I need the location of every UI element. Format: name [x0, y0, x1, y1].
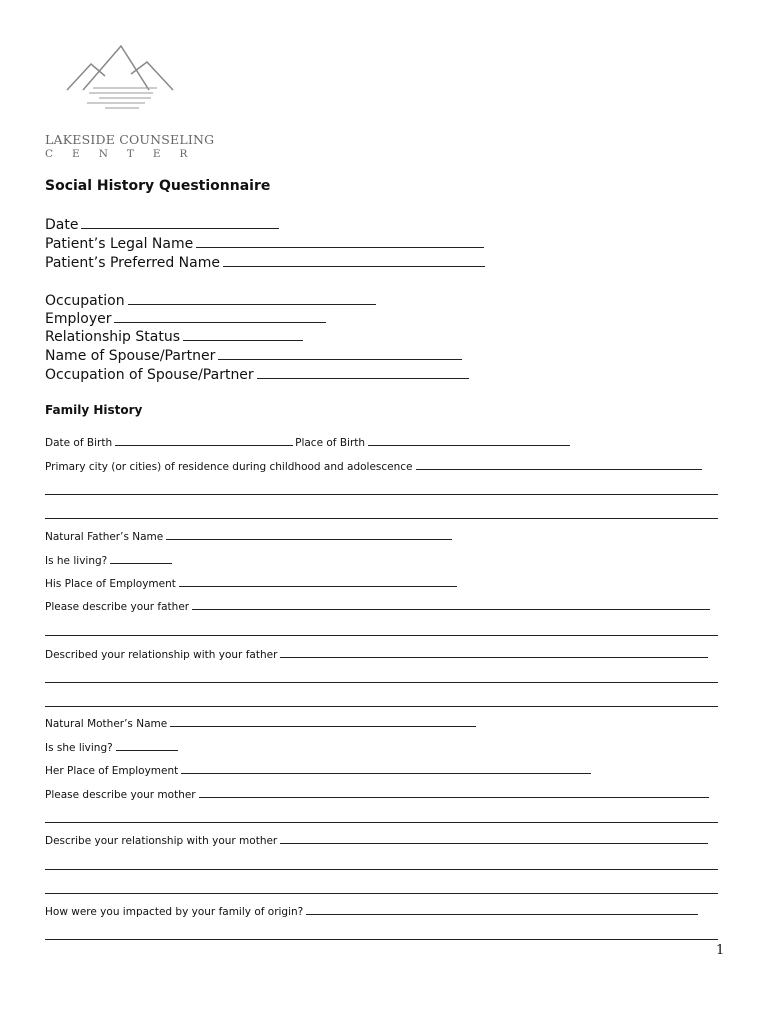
spouse-occupation-field: [45, 366, 469, 383]
organization-subtitle: CENTER: [45, 148, 207, 160]
place-of-birth-label: Place of Birth: [295, 437, 366, 449]
mother-name-label: Natural Mother’s Name: [45, 718, 168, 730]
preferred-name-input-line[interactable]: [223, 254, 485, 267]
father-employment-input-line[interactable]: [179, 576, 457, 587]
occupation-label: Occupation: [45, 293, 125, 309]
relationship-status-label: Relationship Status: [45, 329, 181, 345]
date-input-line[interactable]: [81, 216, 279, 229]
place-of-birth-input-line[interactable]: [368, 435, 570, 446]
answer-line[interactable]: [45, 939, 718, 940]
answer-line[interactable]: [45, 893, 718, 894]
legal-name-label: Patient’s Legal Name: [45, 236, 194, 252]
mother-relationship-input-line[interactable]: [280, 833, 708, 844]
mother-employment-input-line[interactable]: [181, 763, 591, 774]
mountain-lake-icon: [65, 44, 177, 114]
logo: [45, 40, 215, 165]
mother-employment-field: [45, 763, 591, 777]
father-name-field: [45, 529, 452, 543]
mother-relationship-field: [45, 833, 708, 847]
mother-relationship-label: Describe your relationship with your mother: [45, 835, 278, 847]
date-field: [45, 216, 279, 233]
residence-label: Primary city (or cities) of residence during childhood and adolescence: [45, 461, 413, 473]
relationship-status-input-line[interactable]: [183, 328, 303, 341]
mother-living-label: Is she living?: [45, 742, 113, 754]
father-relationship-field: [45, 647, 708, 661]
father-employment-field: [45, 576, 457, 590]
father-relationship-label: Described your relationship with your father: [45, 649, 278, 661]
impact-label: How were you impacted by your family of origin?: [45, 906, 304, 918]
spouse-occupation-label: Occupation of Spouse/Partner: [45, 367, 254, 383]
residence-field: [45, 459, 702, 473]
answer-line[interactable]: [45, 518, 718, 519]
father-name-label: Natural Father’s Name: [45, 531, 164, 543]
mother-employment-label: Her Place of Employment: [45, 765, 179, 777]
date-of-birth-input-line[interactable]: [115, 435, 293, 446]
employer-label: Employer: [45, 311, 112, 327]
legal-name-field: [45, 235, 484, 252]
father-living-input-line[interactable]: [110, 553, 172, 564]
page-number: 1: [716, 943, 725, 958]
employer-input-line[interactable]: [114, 310, 326, 323]
spouse-name-input-line[interactable]: [218, 347, 462, 360]
form-title: Social History Questionnaire: [45, 178, 271, 194]
date-label: Date: [45, 217, 79, 233]
occupation-input-line[interactable]: [128, 292, 376, 305]
spouse-occupation-input-line[interactable]: [257, 366, 469, 379]
occupation-field: [45, 292, 376, 309]
mother-name-field: [45, 716, 476, 730]
mother-living-field: [45, 740, 178, 754]
employer-field: [45, 310, 326, 327]
impact-input-line[interactable]: [306, 904, 698, 915]
birth-field: [45, 435, 570, 449]
father-relationship-input-line[interactable]: [280, 647, 708, 658]
father-employment-label: His Place of Employment: [45, 578, 176, 590]
mother-describe-label: Please describe your mother: [45, 789, 196, 801]
father-living-label: Is he living?: [45, 555, 108, 567]
date-of-birth-label: Date of Birth: [45, 437, 113, 449]
father-describe-label: Please describe your father: [45, 601, 190, 613]
legal-name-input-line[interactable]: [196, 235, 484, 248]
mother-describe-input-line[interactable]: [199, 787, 709, 798]
spouse-name-field: [45, 347, 462, 364]
preferred-name-field: [45, 254, 485, 271]
answer-line[interactable]: [45, 706, 718, 707]
organization-name: LAKESIDE COUNSELING: [45, 132, 215, 147]
spouse-name-label: Name of Spouse/Partner: [45, 348, 216, 364]
answer-line[interactable]: [45, 869, 718, 870]
answer-line[interactable]: [45, 635, 718, 636]
preferred-name-label: Patient’s Preferred Name: [45, 255, 220, 271]
mother-name-input-line[interactable]: [170, 716, 476, 727]
father-describe-input-line[interactable]: [192, 599, 710, 610]
father-living-field: [45, 553, 172, 567]
impact-field: [45, 904, 698, 918]
father-describe-field: [45, 599, 710, 613]
relationship-status-field: [45, 328, 303, 345]
answer-line[interactable]: [45, 494, 718, 495]
mother-living-input-line[interactable]: [116, 740, 178, 751]
answer-line[interactable]: [45, 822, 718, 823]
father-name-input-line[interactable]: [166, 529, 452, 540]
answer-line[interactable]: [45, 682, 718, 683]
residence-input-line[interactable]: [416, 459, 702, 470]
mother-describe-field: [45, 787, 709, 801]
family-history-heading: Family History: [45, 403, 143, 417]
